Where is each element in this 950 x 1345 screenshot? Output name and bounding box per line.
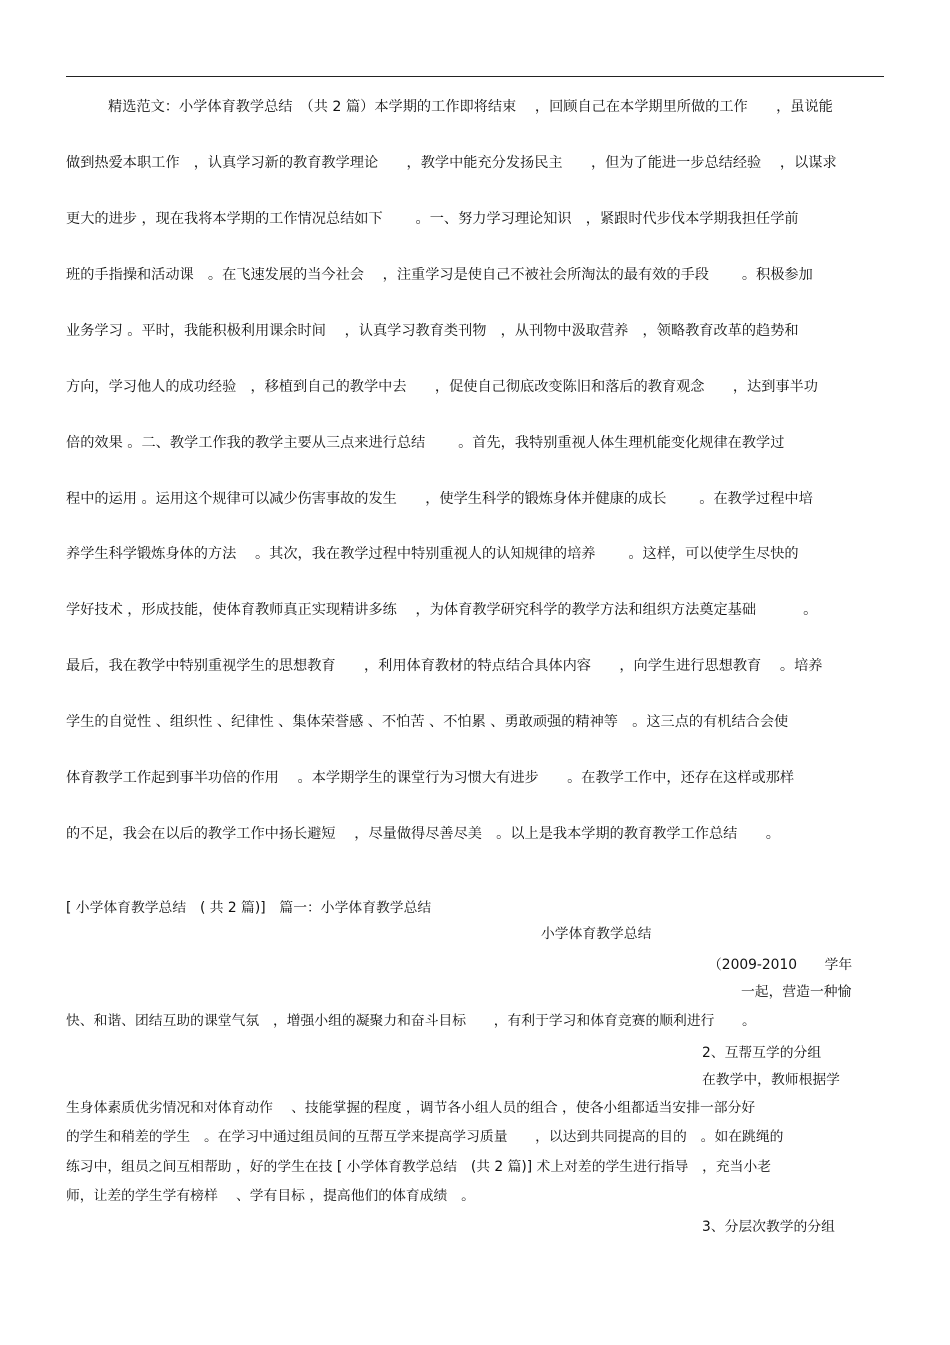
intro-line: 学生的自觉性 、组织性 、纪律性 、集体荣誉感 、不怕苦 、不怕累 、勇敢顽强的精神等 。这三点的有机结合会使: [66, 714, 789, 730]
paragraph-line: 快、和谐、团结互助的课堂气氛 ，增强小组的凝聚力和奋斗目标 ，有利于学习和体育竞赛的顺利进行 。: [66, 1013, 756, 1029]
section-header: [ 小学体育教学总结 ( 共 2 篇)] 篇一：小学体育教学总结: [66, 900, 432, 916]
top-rule: [66, 76, 884, 77]
section-heading-2: 2、互帮互学的分组: [702, 1045, 822, 1061]
intro-line: 精选范文：小学体育教学总结 （共 2 篇）本学期的工作即将结束 ，回顾自己在本学期里所做的工作 ，虽说能: [108, 99, 833, 115]
intro-line: 班的手指操和活动课 。在飞速发展的当今社会 ，注重学习是使自己不被社会所淘汰的最有效的手段 。积极参加: [66, 267, 813, 283]
intro-line: 最后，我在教学中特别重视学生的思想教育 ，利用体育教材的特点结合具体内容 ，向学生进行思想教育 。培养: [66, 658, 823, 674]
intro-line: 学好技术 ，形成技能，使体育教师真正实现精讲多练 ，为体育教学研究科学的教学方法和组织方法奠定基础 。: [66, 602, 818, 618]
intro-line: 业务学习 。平时，我能积极利用课余时间 ，认真学习教育类刊物 ，从刊物中汲取营养 ，领略教育改革的趋势和: [66, 323, 799, 339]
intro-line: 的不足，我会在以后的教学工作中扬长避短 ，尽量做得尽善尽美 。以上是我本学期的教育教学工作总结 。: [66, 826, 780, 842]
intro-line: 更大的进步 ，现在我将本学期的工作情况总结如下 。一、努力学习理论知识 ，紧跟时代步伐本学期我担任学前: [66, 211, 799, 227]
intro-line: 养学生科学锻炼身体的方法 。其次，我在教学过程中特别重视人的认知规律的培养 。这样，可以使学生尽快的: [66, 546, 799, 562]
intro-line: 方向，学习他人的成功经验 ，移植到自己的教学中去 ，促使自己彻底改变陈旧和落后的教育观念 ，达到事半功: [66, 379, 818, 395]
intro-line: 体育教学工作起到事半功倍的作用 。本学期学生的课堂行为习惯大有进步 。在教学工作中，还存在这样或那样: [66, 770, 795, 786]
intro-line: 做到热爱本职工作 ，认真学习新的教育教学理论 ，教学中能充分发扬民主 ，但为了能进一步总结经验 ，以谋求: [66, 155, 837, 171]
intro-line: 倍的效果 。二、教学工作我的教学主要从三点来进行总结 。首先，我特别重视人体生理机能变化规律在教学过: [66, 435, 785, 451]
school-year: （2009-2010 学年: [708, 957, 853, 973]
paragraph-start: 在教学中，教师根据学: [702, 1072, 840, 1088]
paragraph-line: 的学生和稍差的学生 。在学习中通过组员间的互帮互学来提高学习质量 ，以达到共同提高的目的 。如在跳绳的: [66, 1129, 784, 1145]
section-heading-3: 3、分层次教学的分组: [702, 1219, 835, 1235]
paragraph-line: 师，让差的学生学有榜样 、学有目标 ，提高他们的体育成绩 。: [66, 1188, 475, 1204]
paragraph-line: 生身体素质优劣情况和对体育动作 、技能掌握的程度 ，调节各小组人员的组合 ，使各小组都适当安排一部分好: [66, 1100, 756, 1116]
intro-line: 程中的运用 。运用这个规律可以减少伤害事故的发生 ，使学生科学的锻炼身体并健康的成长 。在教学过程中培: [66, 491, 813, 507]
paragraph-line: 练习中，组员之间互相帮助 ，好的学生在技 [ 小学体育教学总结 (共 2 篇)] 术上对差的学生进行指导 ，充当小老: [66, 1159, 772, 1175]
text-fragment: 一起，营造一种愉: [741, 984, 852, 1000]
document-title: 小学体育教学总结: [541, 926, 652, 942]
